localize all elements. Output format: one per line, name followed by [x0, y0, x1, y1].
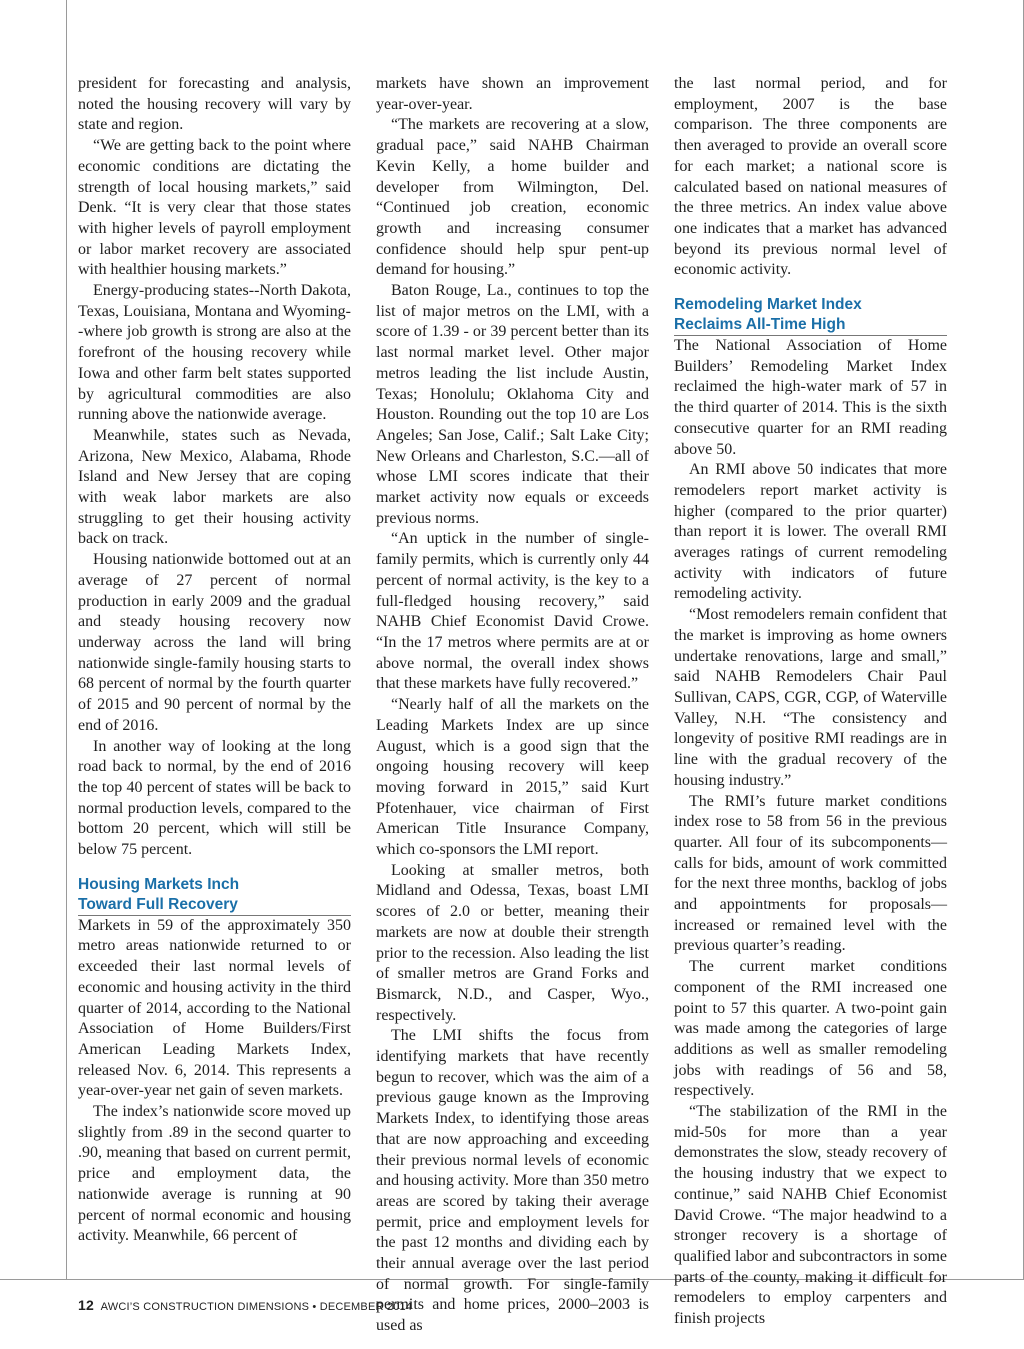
paragraph: Meanwhile, states such as Nevada, Arizona, New Mexico, Alabama, Rhode Island and New Jersey that are coping with weak labor markets are also struggling to get their housing activity back on track.: [78, 426, 351, 548]
left-margin-rule: [66, 0, 67, 1280]
paragraph: Looking at smaller metros, both Midland and Odessa, Texas, boast LMI scores of 2.0 or better, meaning their markets are now at double their strength prior to the recession. Also leading the list of smaller metros are Grand Forks and Bismarck, N.D., and Casper, Wyo., respectively.: [376, 861, 649, 1024]
paragraph: president for forecasting and analysis, noted the housing recovery will vary by state and region.: [78, 75, 351, 134]
paragraph: “The markets are recovering at a slow, gradual pace,” said NAHB Chairman Kevin Kelly, a home builder and developer from Wilmington, Del. “Continued job creation, economic growth and increasing consumer confidence should help spur pent-up demand for housing.”: [376, 116, 649, 279]
column-2: [376, 74, 649, 1337]
page-number: 12: [78, 1297, 94, 1313]
paragraph: “We are getting back to the point where economic conditions are dictating the strength of local housing markets,” said Denk. “It is very clear that those states with higher levels of payroll employment or labor market recovery are associated with healthier housing markets.”: [78, 137, 351, 279]
paragraph: “An uptick in the number of single-family permits, which is currently only 44 percent of normal activity, is the key to a full-fledged housing recovery,” said NAHB Chief Economist David Crowe. “In the 17 metros where permits are at or above normal, the overall index shows that these markets have fully recovered.”: [376, 530, 649, 693]
paragraph: the last normal period, and for employment, 2007 is the base comparison. The three components are then averaged to provide an overall score for each market; a national score is calculated based on national measures of the three metrics. An index value above one indicates that a market has advanced beyond its previous normal level of economic activity.: [674, 75, 947, 279]
paragraph: The index’s nationwide score moved up slightly from .89 in the second quarter to .90, meaning that based on current permit, price and employment data, the nationwide average is running at 90 percent of normal economic and housing activity. Meanwhile, 66 percent of: [78, 1103, 351, 1245]
paragraph: “The stabilization of the RMI in the mid-50s for more than a year demonstrates the slow, steady recovery of the housing industry that we expect to continue,” said NAHB Chief Economist David Crowe. “The major headwind to a stronger recovery is a shortage of qualified labor and subcontractors in some parts of the county, making it difficult for remodelers to employ carpenters and finish projects: [674, 1103, 947, 1328]
paragraph: The National Association of Home Builders’ Remodeling Market Index reclaimed the high-water mark of 57 in the third quarter of 2014. This is the sixth consecutive quarter for an RMI reading above 50.: [674, 337, 947, 458]
column-1: [78, 74, 351, 1247]
paragraph: The current market conditions component of the RMI increased one point to 57 this quarter. A two-point gain was made among the categories of large additions as well as smaller remodeling jobs with readings of 56 and 58, respectively.: [674, 958, 947, 1100]
heading-line: Toward Full Recovery: [78, 895, 238, 913]
heading-line: Housing Markets Inch: [78, 875, 240, 893]
paragraph: “Nearly half of all the markets on the Leading Markets Index are up since August, which is a good sign that the ongoing housing recovery will keep moving forward in 2015,” said Kurt Pfotenhauer, vice chairman of First American Title Insurance Company, which co-sponsors the LMI report.: [376, 696, 649, 859]
section-heading-remodeling-index: [674, 295, 947, 336]
paragraph: The RMI’s future market conditions index rose to 58 from 56 in the previous quarter. All four of its subcomponents—calls for bids, amount of work committed for the next three months, backlog of jobs and appointments for proposals—increased or remained level with the previous quarter’s reading.: [674, 792, 947, 955]
paragraph: Markets in 59 of the approximately 350 metro areas nationwide returned to or exceeded their last normal levels of economic and housing activity in the third quarter of 2014, according to the National Association of Home Builders/First American Leading Markets Index, released Nov. 6, 2014. This represents a year-over-year net gain of seven markets.: [78, 916, 351, 1100]
heading-line: Reclaims All-Time High: [674, 316, 846, 334]
section-heading-housing-markets: [78, 875, 351, 916]
paragraph: Housing nationwide bottomed out at an average of 27 percent of normal production in early 2009 and the gradual and steady housing recovery now underway across the land will bring nationwide single-family housing starts to 68 percent of normal by the fourth quarter of 2015 and 90 percent of normal by the end of 2016.: [78, 551, 351, 734]
paragraph: Baton Rouge, La., continues to top the list of major metros on the LMI, with a score of 1.39 - or 39 percent better than its last normal market level. Other major metros leading the list include Austin, Texas; Honolulu; Oklahoma City and Houston. Rounding out the top 10 are Los Angeles; San Jose, Calif.; Salt Lake City; New Orleans and Charleston, S.C.—all of whose LMI scores indicate that their market activity now equals or exceeds previous norms.: [376, 282, 649, 527]
paragraph: An RMI above 50 indicates that more remodelers report market activity is higher (compared to the prior quarter) than report it is lower. The overall RMI averages ratings of current remodeling activity with indicators of future remodeling activity.: [674, 461, 947, 603]
paragraph: markets have shown an improvement year-over-year.: [376, 75, 649, 113]
paragraph: “Most remodelers remain confident that the market is improving as home owners undertake renovations, large and small,” said NAHB Remodelers Chair Paul Sullivan, CAPS, CGR, CGP, of Waterville Valley, N.H. “The consistency and longevity of positive RMI readings are in line with the gradual recovery of the housing industry.”: [674, 606, 947, 789]
paragraph: In another way of looking at the long road back to normal, by the end of 2016 the top 40 percent of states will be back to normal production levels, compared to the bottom 20 percent, which will still be below 75 percent.: [78, 737, 351, 859]
page-footer: [78, 1297, 412, 1313]
heading-line: Remodeling Market Index: [674, 296, 862, 314]
paragraph: Energy-producing states--North Dakota, Texas, Louisiana, Montana and Wyoming--where job growth is strong are also at the forefront of the housing recovery while Iowa and other farm belt states supported by agricultural commodities are also running above the nationwide average.: [78, 282, 351, 424]
paragraph: The LMI shifts the focus from identifying markets that have recently begun to recover, which was the aim of a previous gauge known as the Improving Markets Index, to identifying those areas that are now approaching and exceeding their previous normal levels of economic and housing activity. More than 350 metro areas are scored by taking their average permit, price and employment levels for the past 12 months and dividing each by their annual average over the last period of normal growth. For single-family permits and home prices, 2000–2003 is used as: [376, 1027, 649, 1335]
column-3: [674, 74, 947, 1330]
running-title: AWCI’S CONSTRUCTION DIMENSIONS • DECEMBER 2014: [100, 1301, 413, 1313]
